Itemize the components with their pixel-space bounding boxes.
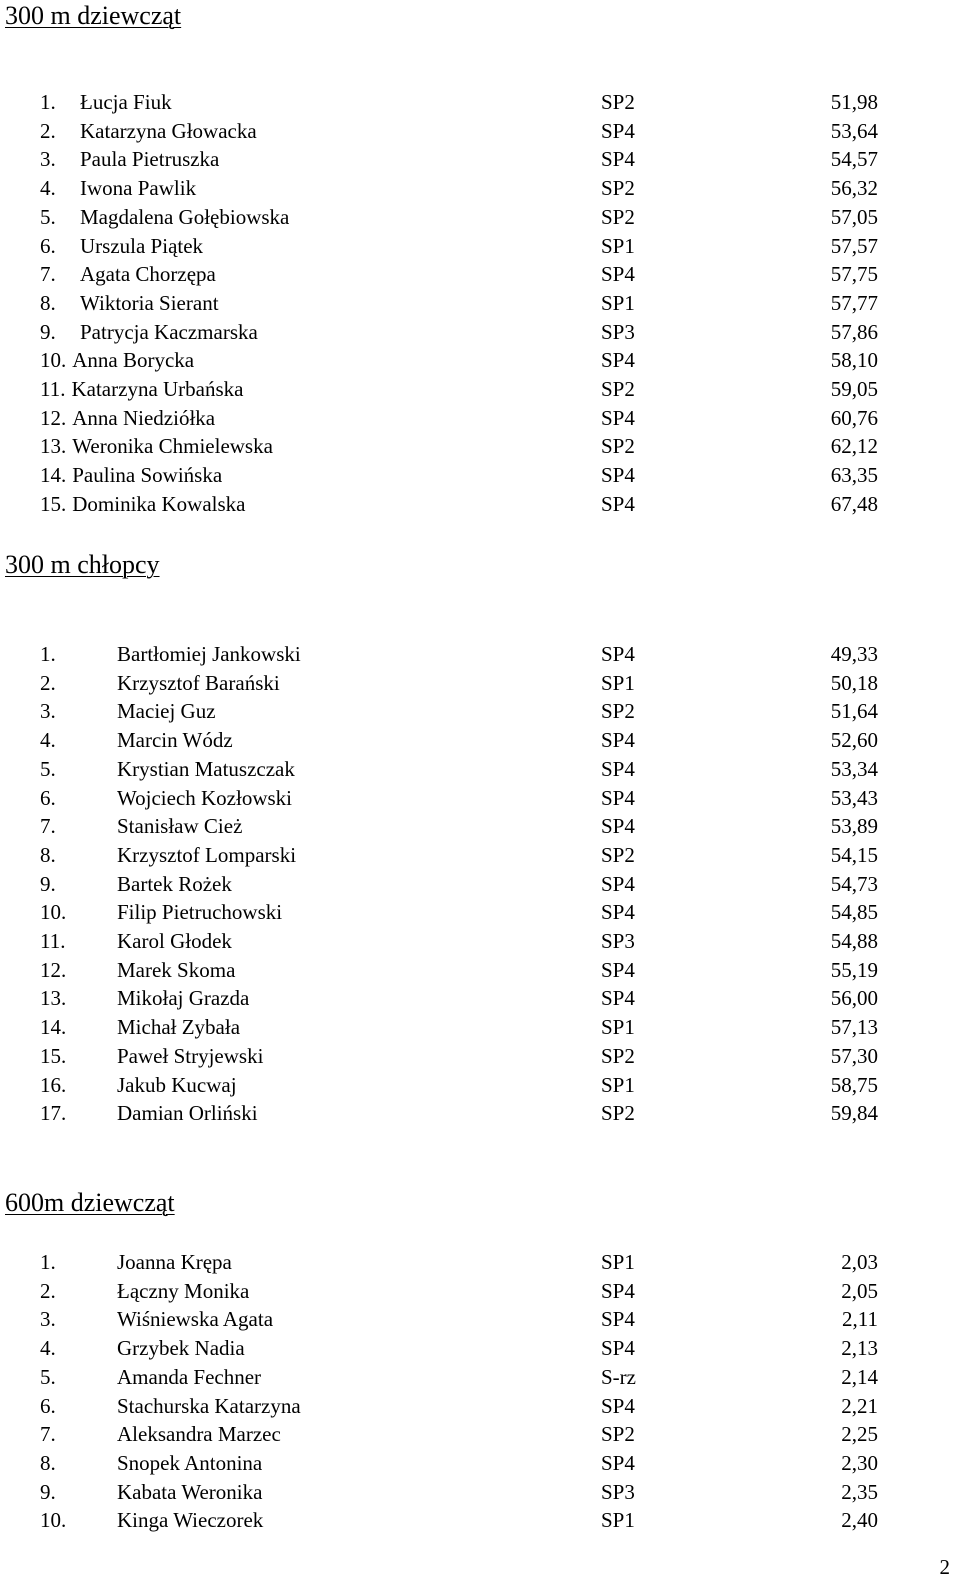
result-time: 50,18 (830, 670, 878, 695)
place-number: 6. (40, 233, 56, 258)
competitor-name: Iwona Pawlik (80, 176, 197, 201)
result-row (0, 812, 960, 840)
result-time: 2,14 (841, 1364, 878, 1389)
school-code: SP2 (601, 377, 635, 401)
section-heading-300m-boys: 300 m chłopcy (5, 550, 160, 579)
result-time: 2,21 (841, 1393, 878, 1418)
place-number: 7. (40, 1422, 56, 1447)
competitor-name: Kinga Wieczorek (117, 1508, 264, 1533)
result-time: 57,05 (830, 204, 878, 229)
result-time: 2,05 (841, 1278, 878, 1303)
place-number: 12. (40, 957, 67, 982)
result-row (0, 1392, 960, 1420)
result-time: 52,60 (830, 728, 878, 753)
result-time: 56,32 (830, 176, 878, 201)
competitor-name: Wiktoria Sierant (80, 290, 219, 315)
result-row (0, 1363, 960, 1391)
place-number: 14. (40, 463, 67, 488)
result-time: 56,00 (830, 986, 878, 1011)
school-code: SP2 (601, 699, 635, 724)
result-row (0, 1248, 960, 1276)
competitor-name: Dominika Kowalska (72, 491, 246, 516)
result-time: 57,75 (830, 262, 878, 287)
result-row (0, 898, 960, 926)
place-number: 9. (40, 1479, 56, 1504)
competitor-name: Stachurska Katarzyna (117, 1393, 301, 1418)
section-heading-600m-girls: 600m dziewcząt (5, 1188, 175, 1217)
school-code: SP2 (601, 1422, 635, 1447)
result-time: 57,57 (830, 233, 878, 258)
school-code: S-rz (601, 1364, 636, 1389)
result-row (0, 1277, 960, 1305)
result-time: 59,05 (830, 377, 878, 401)
result-time: 54,85 (830, 900, 878, 925)
place-number: 9. (40, 871, 56, 896)
school-code: SP4 (601, 118, 635, 143)
result-time: 2,11 (842, 1307, 878, 1332)
school-code: SP4 (601, 463, 635, 488)
school-code: SP4 (601, 871, 635, 896)
place-number: 13. (40, 434, 67, 459)
competitor-name: Joanna Krępa (117, 1250, 232, 1274)
result-row (0, 870, 960, 898)
result-row (0, 461, 960, 489)
school-code: SP4 (601, 405, 635, 430)
result-row (0, 841, 960, 869)
place-number: 5. (40, 756, 56, 781)
competitor-name: Aleksandra Marzec (117, 1422, 281, 1447)
competitor-name: Damian Orliński (117, 1101, 258, 1126)
competitor-name: Bartłomiej Jankowski (117, 642, 301, 666)
result-time: 2,25 (841, 1422, 878, 1447)
place-number: 11. (40, 929, 66, 953)
place-number: 3. (40, 699, 56, 724)
competitor-name: Jakub Kucwaj (117, 1072, 237, 1097)
result-row (0, 1420, 960, 1448)
result-time: 53,89 (830, 814, 878, 839)
place-number: 4. (40, 728, 56, 753)
place-number: 16. (40, 1072, 67, 1097)
place-number: 13. (40, 986, 67, 1011)
competitor-name: Anna Borycka (72, 348, 195, 373)
school-code: SP3 (601, 319, 635, 344)
school-code: SP1 (601, 1072, 635, 1097)
place-number: 10. (40, 1508, 67, 1533)
place-number: 8. (40, 1450, 56, 1475)
competitor-name: Urszula Piątek (80, 233, 204, 258)
school-code: SP2 (601, 90, 635, 114)
result-row (0, 1042, 960, 1070)
school-code: SP1 (601, 1508, 635, 1533)
result-time: 2,13 (841, 1336, 878, 1361)
result-row (0, 1506, 960, 1534)
school-code: SP2 (601, 434, 635, 459)
result-time: 57,13 (830, 1015, 878, 1040)
competitor-name: Grzybek Nadia (117, 1336, 245, 1361)
place-number: 7. (40, 262, 56, 287)
place-number: 2. (40, 1278, 56, 1303)
result-time: 57,86 (830, 319, 878, 344)
result-row (0, 1449, 960, 1477)
school-code: SP4 (601, 1450, 635, 1475)
competitor-name: Mikołaj Grazda (117, 986, 250, 1011)
competitor-name: Łączny Monika (117, 1278, 250, 1303)
result-row (0, 669, 960, 697)
competitor-name: Katarzyna Głowacka (80, 118, 257, 143)
result-time: 2,40 (841, 1508, 878, 1533)
school-code: SP2 (601, 842, 635, 867)
result-time: 59,84 (830, 1101, 878, 1126)
section-heading-300m-girls: 300 m dziewcząt (5, 1, 182, 30)
result-time: 2,03 (841, 1250, 878, 1274)
result-row (0, 1071, 960, 1099)
place-number: 1. (40, 90, 56, 114)
school-code: SP4 (601, 756, 635, 781)
competitor-name: Agata Chorzępa (80, 262, 216, 287)
school-code: SP4 (601, 262, 635, 287)
competitor-name: Weronika Chmielewska (72, 434, 273, 459)
result-time: 2,35 (841, 1479, 878, 1504)
place-number: 14. (40, 1015, 67, 1040)
result-time: 49,33 (830, 642, 878, 666)
place-number: 2. (40, 118, 56, 143)
school-code: SP4 (601, 814, 635, 839)
result-time: 54,88 (830, 929, 878, 953)
competitor-name: Kabata Weronika (117, 1479, 263, 1504)
result-row (0, 755, 960, 783)
place-number: 12. (40, 405, 67, 430)
place-number: 3. (40, 1307, 56, 1332)
school-code: SP4 (601, 1336, 635, 1361)
school-code: SP3 (601, 929, 635, 953)
place-number: 8. (40, 842, 56, 867)
school-code: SP1 (601, 233, 635, 258)
place-number: 5. (40, 204, 56, 229)
page-number: 2 (939, 1555, 950, 1579)
result-row (0, 1305, 960, 1333)
result-time: 53,64 (830, 118, 878, 143)
result-time: 63,35 (830, 463, 878, 488)
place-number: 15. (40, 1043, 67, 1068)
school-code: SP1 (601, 1015, 635, 1040)
place-number: 4. (40, 176, 56, 201)
competitor-name: Magdalena Gołębiowska (80, 204, 290, 229)
school-code: SP4 (601, 957, 635, 982)
competitor-name: Paweł Stryjewski (117, 1043, 264, 1068)
competitor-name: Krystian Matuszczak (117, 756, 295, 781)
school-code: SP4 (601, 728, 635, 753)
place-number: 3. (40, 147, 56, 172)
school-code: SP4 (601, 986, 635, 1011)
place-number: 8. (40, 290, 56, 315)
result-time: 2,30 (841, 1450, 878, 1475)
school-code: SP4 (601, 1307, 635, 1332)
school-code: SP1 (601, 290, 635, 315)
result-row (0, 956, 960, 984)
place-number: 4. (40, 1336, 56, 1361)
competitor-name: Filip Pietruchowski (117, 900, 283, 925)
competitor-name: Michał Zybała (117, 1015, 241, 1040)
result-row (0, 260, 960, 288)
result-row (0, 88, 960, 116)
school-code: SP1 (601, 1250, 635, 1274)
result-time: 58,10 (830, 348, 878, 373)
result-row (0, 1334, 960, 1362)
place-number: 9. (40, 319, 56, 344)
result-row (0, 289, 960, 317)
result-row (0, 1478, 960, 1506)
school-code: SP2 (601, 1101, 635, 1126)
place-number: 5. (40, 1364, 56, 1389)
competitor-name: Marcin Wódz (117, 728, 233, 753)
result-row (0, 490, 960, 518)
result-row (0, 145, 960, 173)
competitor-name: Maciej Guz (117, 699, 216, 724)
result-row (0, 726, 960, 754)
competitor-name: Łucja Fiuk (80, 90, 172, 114)
result-time: 57,30 (830, 1043, 878, 1068)
school-code: SP4 (601, 785, 635, 810)
result-time: 67,48 (830, 491, 878, 516)
competitor-name: Karol Głodek (117, 929, 232, 953)
result-row (0, 432, 960, 460)
place-number: 10. (40, 900, 67, 925)
result-time: 58,75 (830, 1072, 878, 1097)
competitor-name: Bartek Rożek (117, 871, 232, 896)
place-number: 1. (40, 1250, 56, 1274)
competitor-name: Krzysztof Barański (117, 670, 280, 695)
place-number: 7. (40, 814, 56, 839)
competitor-name: Snopek Antonina (117, 1450, 263, 1475)
place-number: 1. (40, 642, 56, 666)
result-row (0, 404, 960, 432)
school-code: SP2 (601, 1043, 635, 1068)
place-number: 11. (40, 377, 66, 401)
result-time: 57,77 (830, 290, 878, 315)
school-code: SP4 (601, 348, 635, 373)
result-time: 54,15 (830, 842, 878, 867)
place-number: 15. (40, 491, 67, 516)
result-row (0, 640, 960, 668)
result-time: 60,76 (830, 405, 878, 430)
competitor-name: Anna Niedziółka (72, 405, 216, 430)
result-row (0, 784, 960, 812)
result-row (0, 1099, 960, 1127)
result-row (0, 203, 960, 231)
competitor-name: Wiśniewska Agata (117, 1307, 274, 1332)
result-row (0, 984, 960, 1012)
school-code: SP4 (601, 900, 635, 925)
result-time: 62,12 (830, 434, 878, 459)
competitor-name: Patrycja Kaczmarska (80, 319, 258, 344)
school-code: SP4 (601, 147, 635, 172)
result-time: 54,57 (830, 147, 878, 172)
result-time: 51,64 (830, 699, 878, 724)
result-row (0, 346, 960, 374)
competitor-name: Amanda Fechner (117, 1364, 262, 1389)
result-row (0, 375, 960, 403)
school-code: SP3 (601, 1479, 635, 1504)
result-row (0, 697, 960, 725)
result-time: 54,73 (830, 871, 878, 896)
school-code: SP4 (601, 1393, 635, 1418)
result-time: 51,98 (830, 90, 878, 114)
competitor-name: Paulina Sowińska (72, 463, 223, 488)
school-code: SP2 (601, 204, 635, 229)
place-number: 2. (40, 670, 56, 695)
competitor-name: Stanisław Cież (117, 814, 243, 839)
result-row (0, 318, 960, 346)
competitor-name: Paula Pietruszka (80, 147, 220, 172)
school-code: SP2 (601, 176, 635, 201)
competitor-name: Wojciech Kozłowski (117, 785, 293, 810)
result-row (0, 927, 960, 955)
place-number: 10. (40, 348, 67, 373)
result-time: 53,34 (830, 756, 878, 781)
competitor-name: Marek Skoma (117, 957, 236, 982)
result-row (0, 232, 960, 260)
school-code: SP1 (601, 670, 635, 695)
place-number: 6. (40, 785, 56, 810)
result-row (0, 117, 960, 145)
result-row (0, 174, 960, 202)
result-time: 55,19 (830, 957, 878, 982)
school-code: SP4 (601, 642, 635, 666)
competitor-name: Katarzyna Urbańska (71, 377, 244, 401)
competitor-name: Krzysztof Lomparski (117, 842, 297, 867)
place-number: 6. (40, 1393, 56, 1418)
place-number: 17. (40, 1101, 67, 1126)
school-code: SP4 (601, 491, 635, 516)
school-code: SP4 (601, 1278, 635, 1303)
result-row (0, 1013, 960, 1041)
result-time: 53,43 (830, 785, 878, 810)
